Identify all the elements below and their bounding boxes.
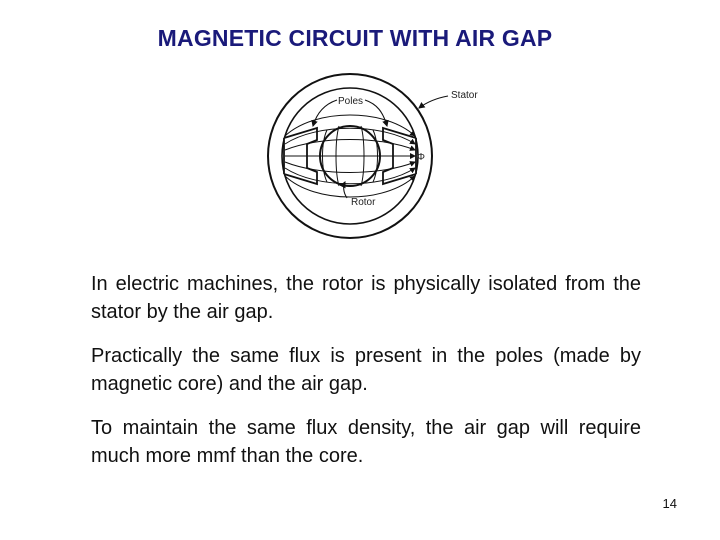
rotor-label: Rotor <box>351 197 376 208</box>
paragraph-air-gap-isolation: In electric machines, the rotor is physically isolated from the stator by the air gap. <box>91 273 641 323</box>
stator-leader <box>419 96 448 108</box>
diagram-svg <box>255 68 490 248</box>
poles-label: Poles <box>338 96 364 107</box>
flux-lines <box>285 115 415 197</box>
paragraph-same-flux: Practically the same flux is present in the poles (made by magnetic core) and the air gap. <box>91 345 641 395</box>
rotor-leader <box>344 182 347 198</box>
poles-leader <box>313 100 337 126</box>
slide-title: MAGNETIC CIRCUIT WITH AIR GAP <box>157 25 553 51</box>
flux-symbol: Φ <box>417 152 425 163</box>
poles-leader-2 <box>365 100 387 126</box>
paragraph-mmf-requirement: To maintain the same flux density, the air gap will require much more mmf than the core. <box>91 417 641 467</box>
stator-label: Stator <box>451 90 478 101</box>
page-number: 14 <box>662 496 677 511</box>
magnetic-circuit-diagram <box>255 68 490 248</box>
